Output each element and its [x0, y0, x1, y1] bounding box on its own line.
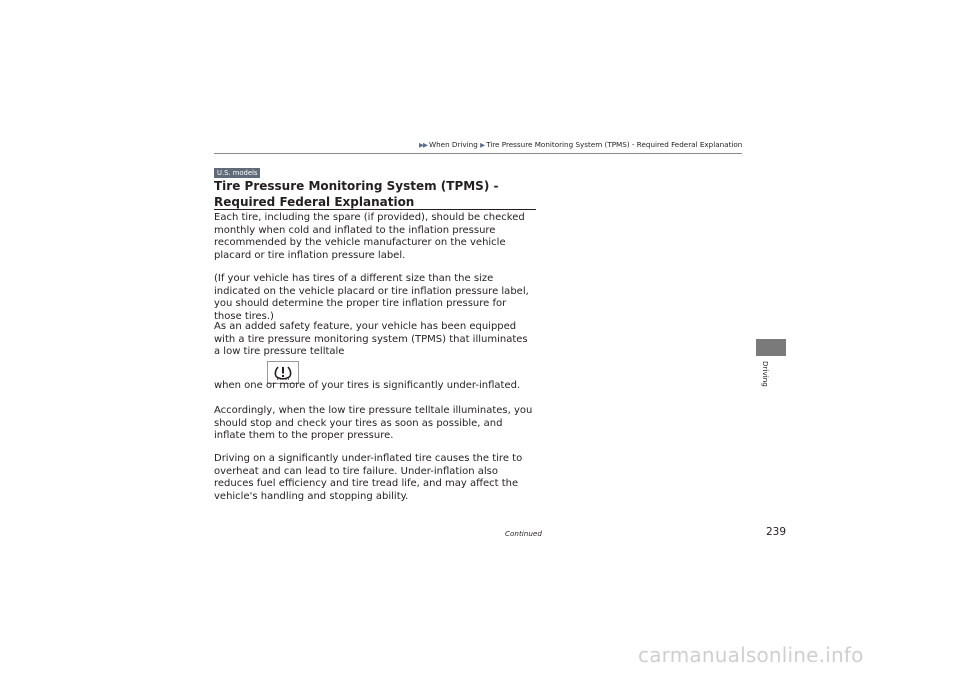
paragraph: (If your vehicle has tires of a different size than the size indicated on the vehicle placard or tire inflation pressure label, you should determine the proper tire inflation pressure for those tires.): [214, 273, 529, 322]
section-title: Tire Pressure Monitoring System (TPMS) - Required Federal Explanation: [214, 179, 499, 209]
paragraph: Each tire, including the spare (if provided), should be checked monthly when cold and inflated to the inflation pressure recommended by the vehicle manufacturer on the vehicle placard or tire inflation pressure label.: [214, 212, 525, 261]
breadcrumb-arrow-icon: ▶▶: [419, 141, 427, 149]
page-number: 239: [766, 526, 787, 538]
paragraph: Driving on a significantly under-inflated tire causes the tire to overheat and can lead to tire failure. Under-inflation also reduces fuel efficiency and tire tread life, and may affect the vehicle's handling and stopping ability.: [214, 453, 523, 502]
breadcrumb-item[interactable]: Tire Pressure Monitoring System (TPMS) - Required Federal Explanation: [486, 140, 743, 149]
title-divider: [214, 209, 536, 210]
paragraph: Accordingly, when the low tire pressure telltale illuminates, you should stop and check your tires as soon as possible, and inflate them to the proper pressure.: [214, 405, 533, 442]
watermark: carmanualsonline.info: [638, 643, 864, 667]
paragraph: As an added safety feature, your vehicle has been equipped with a tire pressure monitoring system (TPMS) that illuminates a low tire pressure telltale: [214, 321, 528, 358]
paragraph: when one or more of your tires is significantly under-inflated.: [214, 380, 521, 391]
breadcrumb: [419, 140, 741, 150]
chapter-tab[interactable]: [756, 339, 786, 356]
region-badge: U.S. models: [214, 168, 260, 178]
breadcrumb-item[interactable]: When Driving: [429, 140, 478, 149]
breadcrumb-arrow-icon: ▶: [480, 141, 485, 149]
chapter-tab-label: Driving: [761, 361, 770, 387]
continued-label: Continued: [505, 529, 542, 538]
header-divider: [214, 153, 742, 154]
